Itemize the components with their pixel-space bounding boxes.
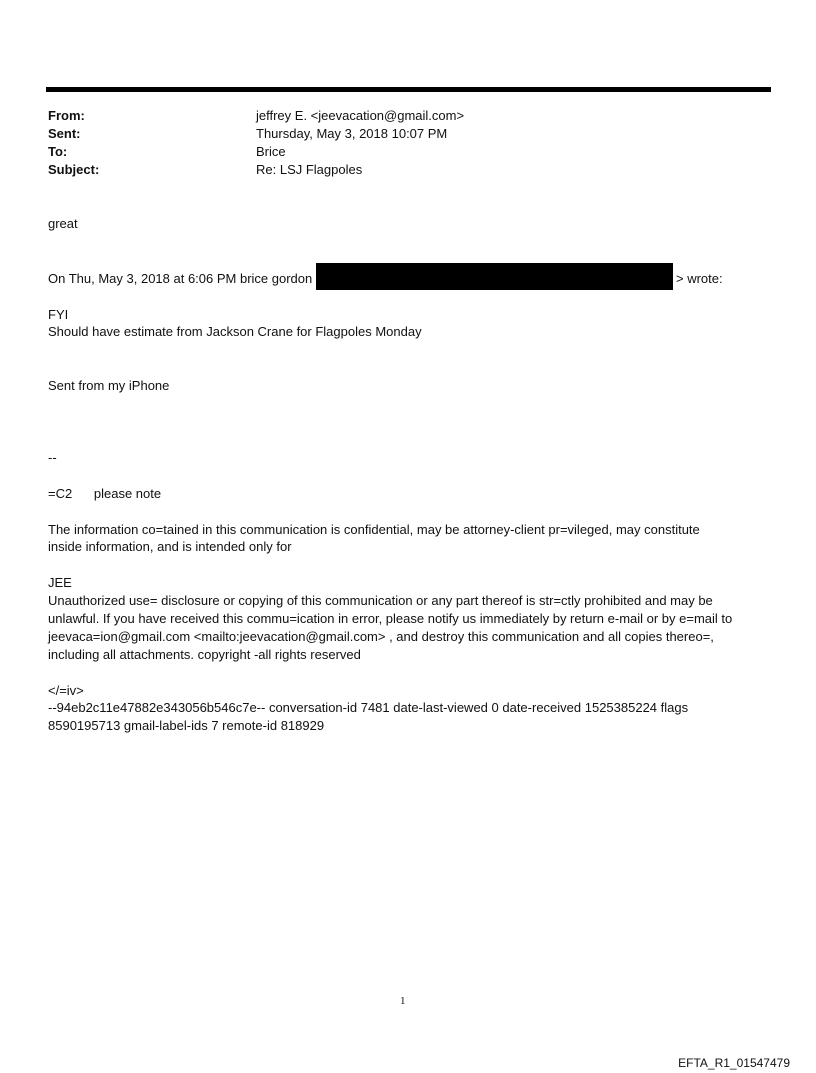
metadata-line-2: 8590195713 gmail-label-ids 7 remote-id 818929 (48, 718, 325, 733)
confidential-line-2: inside information, and is intended only for (48, 539, 292, 554)
bates-number: EFTA_R1_01547479 (678, 1056, 790, 1070)
from-value: jeffrey E. <jeevacation@gmail.com> (256, 108, 465, 123)
note-text: =C2 please note (48, 486, 162, 501)
unauthorized-line-3: jeevaca=ion@gmail.com <mailto:jeevacation@gmail.com> , and destroy this communication and all copies thereo=, (48, 629, 714, 644)
confidential-line-1: The information co=tained in this communication is confidential, may be attorney-client pr=vileged, may constitute (48, 522, 700, 537)
unauthorized-line-2: unlawful. If you have received this commu=ication in error, please notify us immediately by return e-mail or by e=mail to (48, 611, 733, 626)
separator-text: -- (48, 450, 57, 465)
quote-intro-end: > wrote: (676, 271, 723, 286)
div-tag-text: </=iv> (48, 683, 84, 698)
subject-label: Subject: (48, 162, 100, 177)
jee-text: JEE (48, 575, 72, 590)
unauthorized-line-1: Unauthorized use= disclosure or copying of this communication or any part thereof is str=ctly prohibited and may be (48, 593, 713, 608)
page-number: 1 (400, 995, 406, 1007)
sent-label: Sent: (48, 126, 81, 141)
header-rule (46, 87, 771, 92)
unauthorized-line-4: including all attachments. copyright -all rights reserved (48, 647, 361, 662)
metadata-line-1: --94eb2c11e47882e343056b546c7e-- conversation-id 7481 date-last-viewed 0 date-received 1525385224 flags (48, 700, 689, 715)
sent-value: Thursday, May 3, 2018 10:07 PM (256, 126, 448, 141)
reply-text: great (48, 216, 78, 231)
estimate-text: Should have estimate from Jackson Crane for Flagpoles Monday (48, 324, 422, 339)
from-label: From: (48, 108, 85, 123)
signature-text: Sent from my iPhone (48, 378, 170, 393)
fyi-text: FYI (48, 307, 69, 322)
to-value: Brice (256, 144, 286, 159)
to-label: To: (48, 144, 68, 159)
quote-intro: On Thu, May 3, 2018 at 6:06 PM brice gordon (48, 271, 313, 286)
subject-value: Re: LSJ Flagpoles (256, 162, 363, 177)
redaction-box (316, 263, 673, 290)
